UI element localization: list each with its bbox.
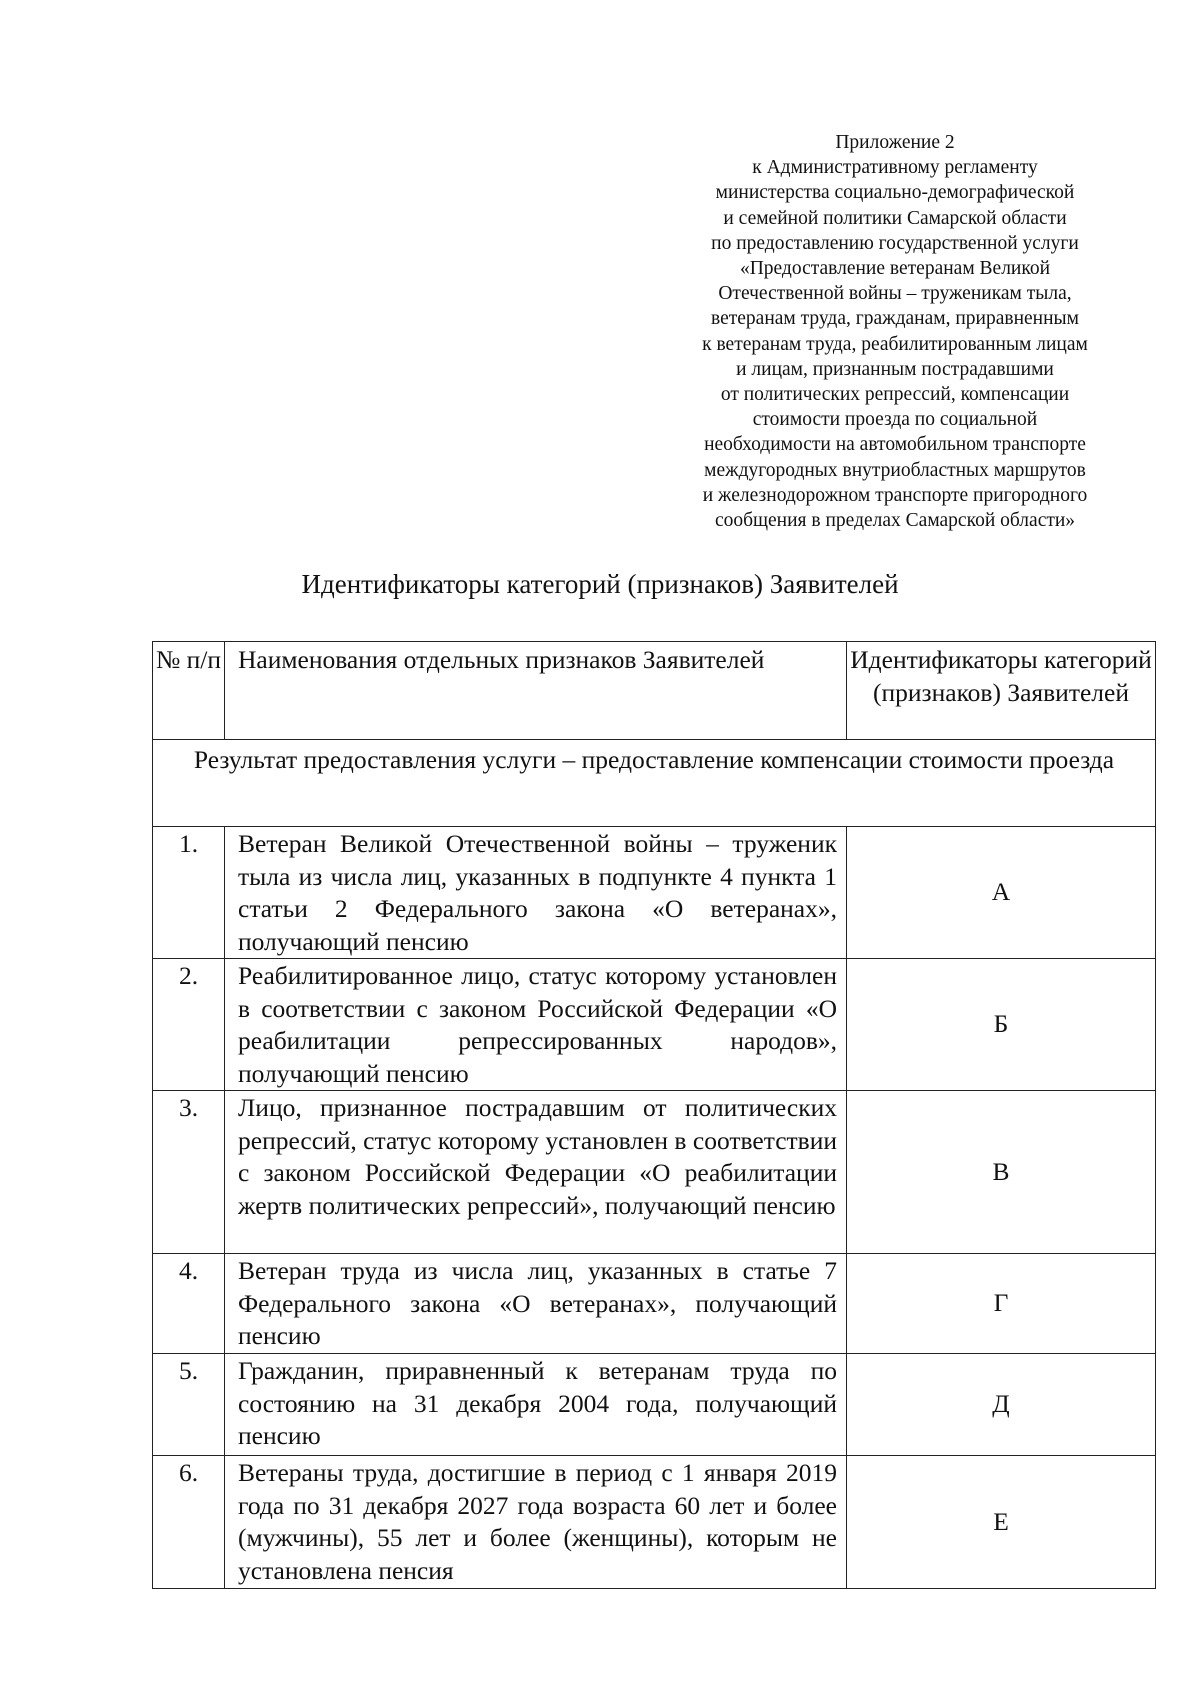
row-number: 2. xyxy=(153,959,225,1091)
appendix-line: и лицам, признанным пострадавшими xyxy=(736,358,1054,380)
row-identifier: Е xyxy=(847,1456,1156,1589)
appendix-block xyxy=(660,130,1130,533)
table-section-row xyxy=(153,740,1156,827)
appendix-line: от политических репрессий, компенсации xyxy=(720,384,1070,406)
appendix-line: министерства социально-демографической xyxy=(715,182,1075,204)
header-name-cell: Наименования отдельных признаков Заявителей xyxy=(225,642,847,740)
row-identifier: Г xyxy=(847,1254,1156,1354)
row-name: Лицо, признанное пострадавшим от политических репрессий, статус которому установлен в соответствии с законом Российской Федерации «О реабилитации жертв политических репрессий», получающий пенсию xyxy=(225,1091,847,1254)
row-number: 5. xyxy=(153,1354,225,1456)
document-title: Идентификаторы категорий (признаков) Заявителей xyxy=(301,569,899,599)
table-row xyxy=(153,1254,1156,1354)
row-identifier: А xyxy=(847,827,1156,959)
appendix-line: к Административному регламенту xyxy=(752,157,1038,179)
appendix-line: необходимости на автомобильном транспорте xyxy=(704,434,1086,456)
row-name: Гражданин, приравненный к ветеранам труда по состоянию на 31 декабря 2004 года, получающий пенсию xyxy=(225,1354,847,1456)
appendix-line: междугородных внутриобластных маршрутов xyxy=(704,459,1086,481)
appendix-line: стоимости проезда по социальной xyxy=(752,409,1038,431)
section-heading: Результат предоставления услуги – предоставление компенсации стоимости проезда xyxy=(153,740,1156,827)
table-header-row xyxy=(153,642,1156,740)
row-name: Ветеран Великой Отечественной войны – труженик тыла из числа лиц, указанных в подпункте 4 пункта 1 статьи 2 Федерального закона «О ветеранах», получающий пенсию xyxy=(225,827,847,959)
appendix-line: по предоставлению государственной услуги xyxy=(711,232,1079,254)
table-row xyxy=(153,1456,1156,1589)
row-name: Ветеран труда из числа лиц, указанных в статье 7 Федерального закона «О ветеранах», получающий пенсию xyxy=(225,1254,847,1354)
appendix-line: сообщения в пределах Самарской области» xyxy=(714,510,1076,532)
row-identifier: В xyxy=(847,1091,1156,1254)
appendix-line: Отечественной войны – труженикам тыла, xyxy=(718,283,1072,305)
row-number: 6. xyxy=(153,1456,225,1589)
appendix-line: ветеранам труда, гражданам, приравненным xyxy=(710,308,1079,330)
identifiers-table xyxy=(152,641,1156,1589)
row-identifier: Д xyxy=(847,1354,1156,1456)
row-number: 3. xyxy=(153,1091,225,1254)
table-row xyxy=(153,959,1156,1091)
table-row xyxy=(153,1354,1156,1456)
table-row xyxy=(153,827,1156,959)
appendix-line: Приложение 2 xyxy=(835,132,955,153)
table-row xyxy=(153,1091,1156,1254)
row-number: 4. xyxy=(153,1254,225,1354)
row-name: Ветераны труда, достигшие в период с 1 января 2019 года по 31 декабря 2027 года возраста 60 лет и более (мужчины), 55 лет и более (женщины), которым не установлена пенсия xyxy=(225,1456,847,1589)
appendix-line: «Предоставление ветеранам Великой xyxy=(739,258,1051,280)
header-number-cell: № п/п xyxy=(153,642,225,740)
appendix-line: к ветеранам труда, реабилитированным лицам xyxy=(702,333,1088,355)
row-number: 1. xyxy=(153,827,225,959)
appendix-line: и железнодорожном транспорте пригородного xyxy=(702,484,1088,506)
header-identifier-cell: Идентификаторы категорий (признаков) Заявителей xyxy=(847,642,1156,740)
row-name: Реабилитированное лицо, статус которому установлен в соответствии с законом Российской Федерации «О реабилитации репрессированных народов», получающий пенсию xyxy=(225,959,847,1091)
row-identifier: Б xyxy=(847,959,1156,1091)
appendix-line: и семейной политики Самарской области xyxy=(723,207,1067,229)
